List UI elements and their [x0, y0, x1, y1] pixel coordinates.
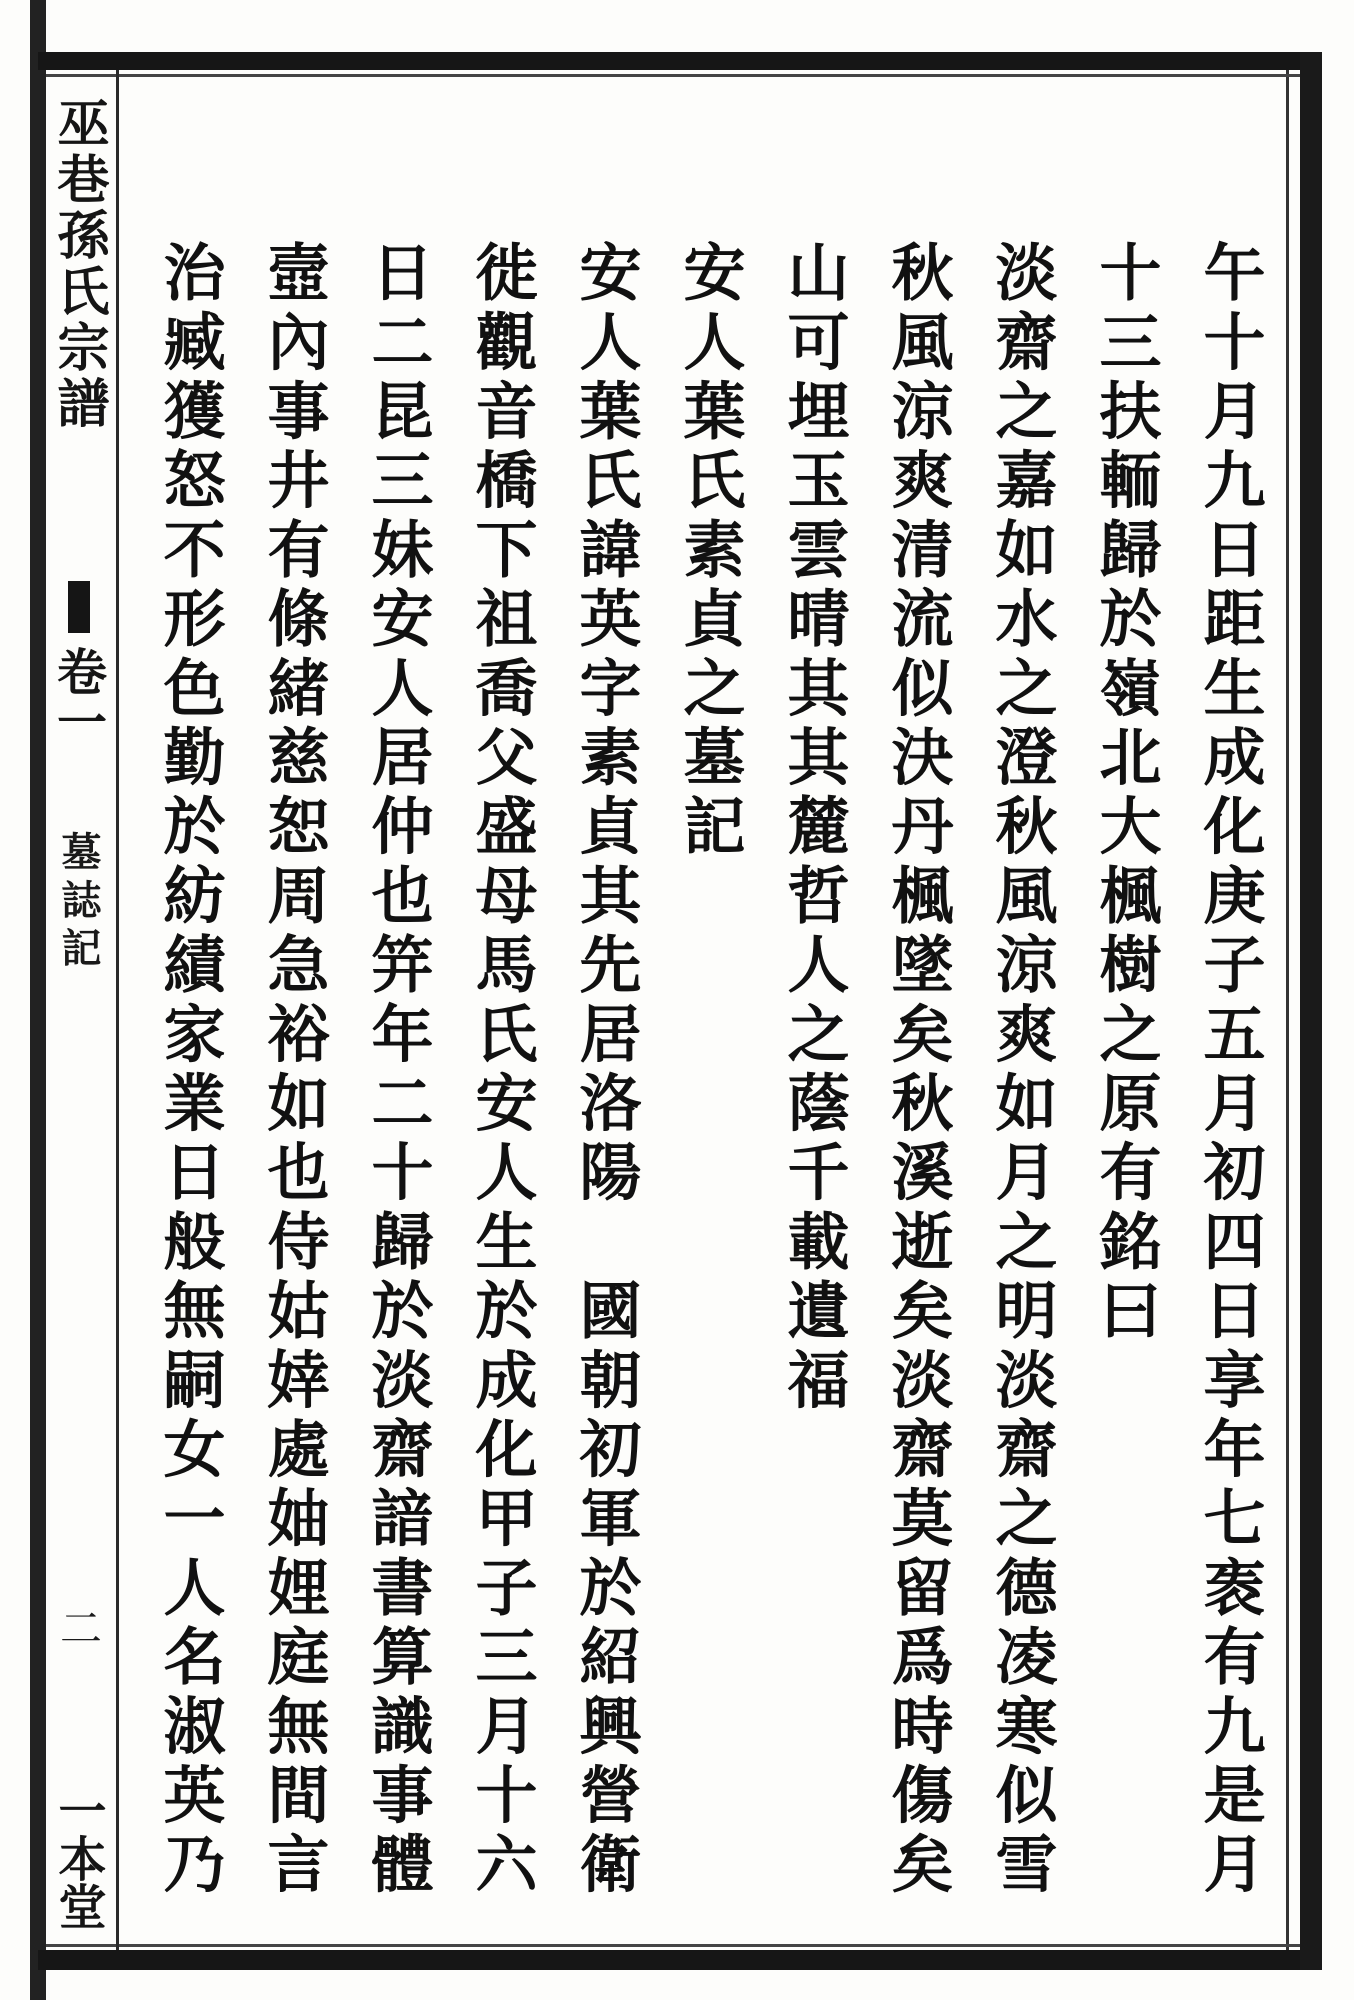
text-area: [124, 90, 1280, 1940]
text-column-7: 安人葉氏諱英字素貞其先居洛陽 國朝初軍於紹興營衛: [569, 240, 642, 1901]
text-column-10: 壼內事井有條緒慈恕周急裕如也侍姑婞處妯娌庭無間言: [257, 240, 330, 1901]
frame-top-border: [38, 52, 1316, 70]
frame-left-border: [30, 0, 46, 2000]
volume-label: 卷一: [49, 646, 108, 746]
fishtail-block: [68, 581, 90, 633]
text-column-11: 治臧獲怒不形色勤於紡績家業日般無嗣女一人名淑英乃: [153, 240, 226, 1901]
section-heading: 安人葉氏素貞之墓記: [673, 240, 746, 863]
text-column-1: 午十月九日距生成化庚子五月初四日享年七袠有九是月: [1193, 240, 1266, 1901]
text-column-8: 徙觀音橋下祖喬父盛母馬氏安人生於成化甲子三月十六: [465, 240, 538, 1901]
text-column-2: 十三扶輀歸於嶺北大楓樹之原有銘曰: [1089, 240, 1162, 1348]
inner-rule-right: [1286, 70, 1289, 1950]
text-column-4: 秋風涼爽清流似決丹楓墜矣秋溪逝矣淡齋莫留爲時傷矣: [881, 240, 954, 1901]
inner-rule-bottom: [46, 1944, 1300, 1947]
text-column-9: 日二昆三妹安人居仲也笄年二十歸於淡齋諳書算識事體: [361, 240, 434, 1901]
page-number: 二: [54, 1606, 103, 1668]
frame-bottom-border: [38, 1950, 1316, 1970]
margin-band: [46, 76, 116, 1944]
section-label: 墓誌記: [55, 831, 102, 975]
text-column-5: 山可埋玉雲晴其其麓哲人之蔭千載遺福: [777, 240, 850, 1417]
text-column-3: 淡齋之嘉如水之澄秋風涼爽如月之明淡齋之德凌寒似雪: [985, 240, 1058, 1901]
inner-rule-top: [46, 74, 1300, 77]
frame-right-border: [1300, 52, 1322, 1970]
book-title: 巫巷孫氏宗譜: [48, 96, 109, 432]
hall-name: 一本堂: [50, 1786, 106, 1930]
margin-rule: [116, 70, 119, 1950]
